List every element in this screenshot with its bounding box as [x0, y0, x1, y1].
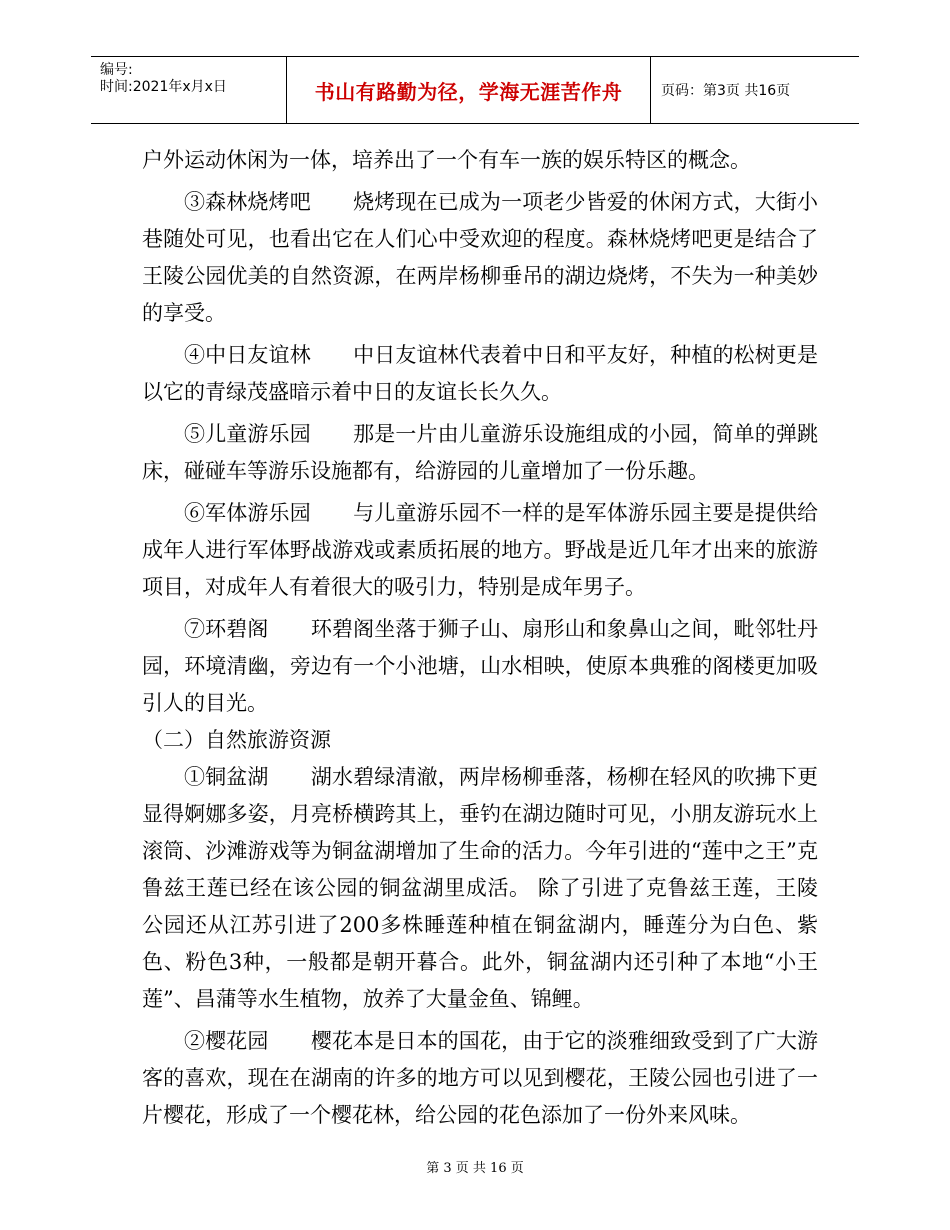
time-label: 时间:2021年x月x日 [100, 79, 227, 95]
paragraph [142, 337, 818, 411]
document-body [142, 142, 818, 1134]
paragraph-text: 湖水碧绿清澈，两岸杨柳垂落，杨柳在轻风的吹拂下更显得婀娜多姿，月亮桥横跨其上，垂钓在湖边随时可见，小朋友游玩水上滚筒、沙滩游戏等为铜盆湖增加了生命的活力。今年引进的“莲中之王”克鲁兹王莲已经在该公园的铜盆湖里成活。 除了引进了克鲁兹王莲，王陵公园还从江苏引进了200多株睡莲种植在铜盆湖内，睡莲分为白色、紫色、粉色3种，一般都是朝开暮合。此外，铜盆湖内还引种了本地“小王莲”、昌蒲等水生植物，放养了大量金鱼、锦鲤。 [142, 765, 819, 1011]
number-label: 编号: [100, 62, 133, 78]
header-motto-cell [286, 57, 651, 123]
section-heading: （二）自然旅游资源 [142, 728, 331, 752]
paragraph-text: 与儿童游乐园不一样的是军体游乐园主要是提供给成年人进行军体野战游戏或素质拓展的地方。野战是近几年才出来的旅游项目，对成年人有着很大的吸引力，特别是成年男子。 [142, 501, 819, 599]
paragraph [142, 495, 818, 606]
paragraph-text: 中日友谊林代表着中日和平友好，种植的松树更是以它的青绿茂盛暗示着中日的友谊长长久久。 [142, 343, 819, 404]
paragraph [142, 611, 818, 722]
paragraph-text: 那是一片由儿童游乐设施组成的小园，简单的弹跳床，碰碰车等游乐设施都有，给游园的儿童增加了一份乐趣。 [142, 422, 819, 483]
paragraph [142, 1023, 818, 1134]
paragraph-text: 烧烤现在已成为一项老少皆爱的休闲方式，大街小巷随处可见，也看出它在人们心中受欢迎的程度。森林烧烤吧更是结合了王陵公园优美的自然资源，在两岸杨柳垂吊的湖边烧烤，不失为一种美妙的享受。 [142, 190, 819, 325]
item-title: ①铜盆湖 [184, 765, 269, 789]
item-title: ⑥军体游乐园 [184, 501, 311, 525]
paragraph-text: 环碧阁坐落于狮子山、扇形山和象鼻山之间，毗邻牡丹园，环境清幽，旁边有一个小池塘，山水相映，使原本典雅的阁楼更加吸引人的目光。 [142, 617, 819, 715]
paragraph [142, 416, 818, 490]
motto: 书山有路勤为径，学海无涯苦作舟 [314, 79, 623, 104]
paragraph [142, 142, 818, 179]
paragraph [142, 184, 818, 332]
paragraph-text: 樱花本是日本的国花，由于它的淡雅细致受到了广大游客的喜欢，现在在湖南的许多的地方可以见到樱花，王陵公园也引进了一片樱花，形成了一个樱花林，给公园的花色添加了一份外来风味。 [142, 1029, 819, 1127]
item-title: ③森林烧烤吧 [184, 190, 311, 214]
paragraph-text: 户外运动休闲为一体，培养出了一个有车一族的娱乐特区的概念。 [142, 148, 751, 172]
page-info: 页码：第3页 共16页 [661, 83, 791, 99]
page-footer: 第 3 页 共 16 页 [426, 1161, 524, 1176]
item-title: ⑦环碧阁 [184, 617, 269, 641]
paragraph [142, 759, 818, 1018]
header-page-info [651, 57, 859, 123]
page-header [91, 56, 859, 124]
item-title: ⑤儿童游乐园 [184, 422, 311, 446]
item-title: ④中日友谊林 [184, 343, 311, 367]
header-meta [91, 57, 286, 123]
item-title: ②樱花园 [184, 1029, 269, 1053]
